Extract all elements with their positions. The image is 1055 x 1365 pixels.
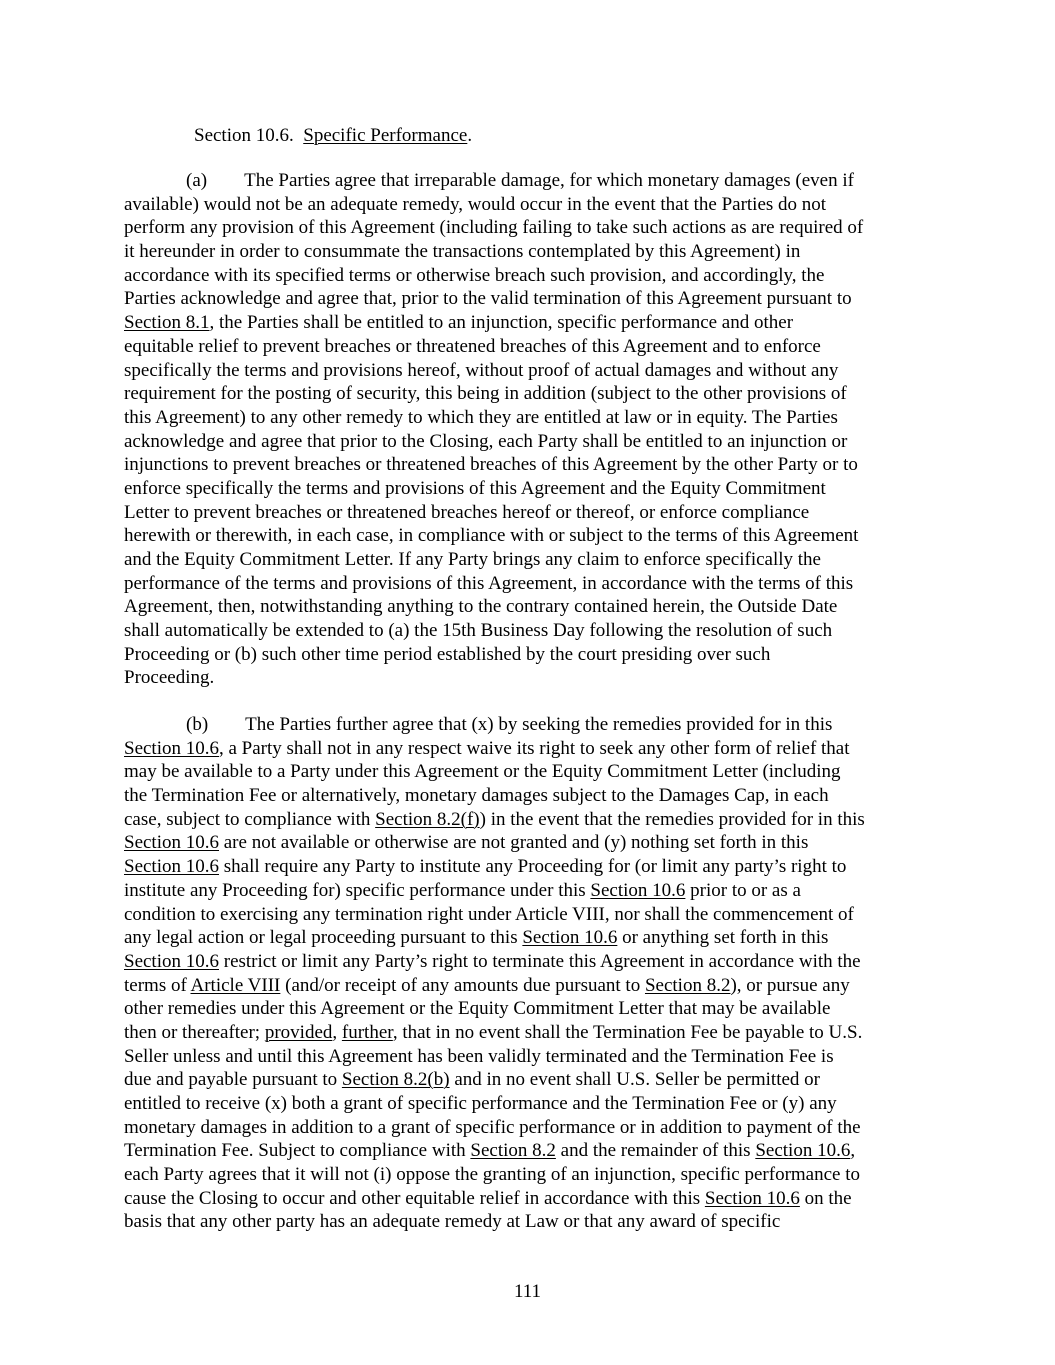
- paragraph-line: the Termination Fee or alternatively, monetary damages subject to the Damages Cap, in each: [124, 785, 829, 807]
- paragraph-line: each Party agrees that it will not (i) oppose the granting of an injunction, specific performance to: [124, 1164, 861, 1186]
- cross-reference-link[interactable]: Article VIII: [190, 974, 281, 996]
- paragraph-line: injunctions to prevent breaches or threatened breaches of this Agreement by the other Party or to: [124, 454, 858, 476]
- cross-reference-link[interactable]: Section 8.2(f): [375, 808, 480, 830]
- paragraph-line: specifically the terms and provisions hereof, without proof of actual damages and without any: [124, 359, 839, 381]
- cross-reference-link[interactable]: Section 8.2(b): [341, 1069, 450, 1091]
- paragraph-line: acknowledge and agree that prior to the Closing, each Party shall be entitled to an injunction or: [124, 430, 848, 452]
- section-heading: [194, 124, 472, 148]
- paragraph-line: condition to exercising any termination right under Article VIII, nor shall the commencement of: [124, 903, 854, 925]
- paragraph-line: institute any Proceeding for) specific performance under this Section 10.6 prior to or as a: [124, 879, 801, 901]
- paragraph-line: other remedies under this Agreement or the Equity Commitment Letter that may be available: [124, 998, 831, 1020]
- defined-term-provided: provided: [264, 1021, 333, 1043]
- paragraph-b: [124, 713, 936, 1234]
- paragraph-line: requirement for the posting of security, this being in addition (subject to the other provisions of: [124, 383, 847, 405]
- paragraph-line: equitable relief to prevent breaches or threatened breaches of this Agreement and to enforce: [124, 335, 821, 357]
- paragraph-line: basis that any other party has an adequate remedy at Law or that any award of specific: [124, 1211, 781, 1233]
- paragraph-line: perform any provision of this Agreement (including failing to take such actions as are required of: [124, 217, 864, 239]
- paragraph-line: Section 10.6 restrict or limit any Party’s right to terminate this Agreement in accordance with the: [124, 950, 861, 972]
- paragraph-line: terms of Article VIII (and/or receipt of any amounts due pursuant to Section 8.2), or pursue any: [124, 974, 850, 996]
- cross-reference-link[interactable]: Section 10.6: [124, 856, 219, 878]
- paragraph-label: (b): [186, 714, 209, 735]
- cross-reference-link[interactable]: Section 10.6: [124, 950, 219, 972]
- paragraph-line: due and payable pursuant to Section 8.2(b) and in no event shall U.S. Seller be permitted or: [124, 1069, 820, 1091]
- paragraph-line: monetary damages in addition to a grant of specific performance or in addition to payment of the: [124, 1116, 861, 1138]
- paragraph-line: shall automatically be extended to (a) the 15th Business Day following the resolution of such: [124, 620, 833, 642]
- paragraph-line: Proceeding or (b) such other time period established by the court presiding over such: [124, 643, 771, 665]
- cross-reference-link[interactable]: Section 10.6: [590, 879, 686, 901]
- paragraph-line: performance of the terms and provisions of this Agreement, in accordance with the terms of this: [124, 572, 854, 594]
- section-number: Section 10.6.: [194, 125, 294, 146]
- paragraph-line: (a) The Parties agree that irreparable damage, for which monetary damages (even if: [186, 170, 854, 191]
- paragraph-line: Section 8.1, the Parties shall be entitled to an injunction, specific performance and other: [124, 312, 794, 334]
- paragraph-line: (b) The Parties further agree that (x) by seeking the remedies provided for in this: [186, 714, 833, 735]
- paragraph-line: Proceeding.: [124, 667, 215, 689]
- cross-reference-link[interactable]: Section 10.6: [522, 927, 618, 949]
- page-number: 111: [513, 1281, 542, 1302]
- cross-reference-link[interactable]: Section 8.2: [644, 974, 731, 996]
- paragraph-line: Section 10.6, a Party shall not in any respect waive its right to seek any other form of relief that: [124, 737, 850, 759]
- paragraph-line: this Agreement) to any other remedy to which they are entitled at law or in equity. The Parties: [124, 406, 838, 428]
- paragraph-line: Letter to prevent breaches or threatened breaches hereof or thereof, or enforce compliance: [124, 501, 810, 523]
- paragraph-line: cause the Closing to occur and other equitable relief in accordance with this Section 10.6 on the: [124, 1187, 852, 1209]
- paragraph-line: may be available to a Party under this Agreement or the Equity Commitment Letter (including: [124, 761, 841, 783]
- paragraph-line: and the Equity Commitment Letter. If any Party brings any claim to enforce specifically the: [124, 549, 821, 570]
- cross-reference-link[interactable]: Section 8.1: [124, 312, 210, 334]
- paragraph-line: it hereunder in order to consummate the transactions contemplated by this Agreement) in: [124, 241, 801, 263]
- paragraph-line: case, subject to compliance with Section 8.2(f)) in the event that the remedies provided for in this: [124, 808, 865, 830]
- section-title: Specific Performance: [303, 125, 468, 146]
- paragraph-a: [124, 169, 936, 690]
- paragraph-line: Agreement, then, notwithstanding anything to the contrary contained herein, the Outside Date: [124, 596, 838, 618]
- paragraph-label: (a): [186, 170, 208, 191]
- cross-reference-link[interactable]: Section 10.6: [704, 1187, 800, 1209]
- paragraph-line: available) would not be an adequate remedy, would occur in the event that the Parties do not: [124, 193, 827, 215]
- cross-reference-link[interactable]: Section 10.6: [124, 737, 219, 759]
- cross-reference-link[interactable]: Section 8.2: [470, 1140, 556, 1162]
- defined-term-further: further: [341, 1021, 393, 1043]
- paragraph-line: enforce specifically the terms and provisions of this Agreement and the Equity Commitment: [124, 477, 826, 499]
- paragraph-line: accordance with its specified terms or otherwise breach such provision, and accordingly, the: [124, 264, 825, 286]
- paragraph-line: Seller unless and until this Agreement has been validly terminated and the Termination Fee is: [124, 1045, 834, 1067]
- cross-reference-link[interactable]: Section 10.6: [755, 1140, 851, 1162]
- paragraph-line: Termination Fee. Subject to compliance with Section 8.2 and the remainder of this Section 10.6,: [124, 1140, 856, 1162]
- cross-reference-link[interactable]: Section 10.6: [124, 832, 219, 854]
- paragraph-line: Section 10.6 are not available or otherwise are not granted and (y) nothing set forth in this: [124, 832, 809, 854]
- paragraph-line: then or thereafter; provided, further, that in no event shall the Termination Fee be payable to U.S.: [124, 1021, 863, 1043]
- paragraph-line: Parties acknowledge and agree that, prior to the valid termination of this Agreement pursuant to: [124, 288, 852, 310]
- paragraph-line: Section 10.6 shall require any Party to institute any Proceeding for (or limit any party’s right to: [124, 856, 847, 878]
- section-title-period: .: [467, 125, 473, 146]
- paragraph-line: entitled to receive (x) both a grant of specific performance and the Termination Fee or (y) any: [124, 1093, 837, 1114]
- paragraph-line: any legal action or legal proceeding pursuant to this Section 10.6 or anything set forth in this: [124, 927, 829, 949]
- paragraph-line: herewith or therewith, in each case, in compliance with or subject to the terms of this Agreement: [124, 525, 859, 547]
